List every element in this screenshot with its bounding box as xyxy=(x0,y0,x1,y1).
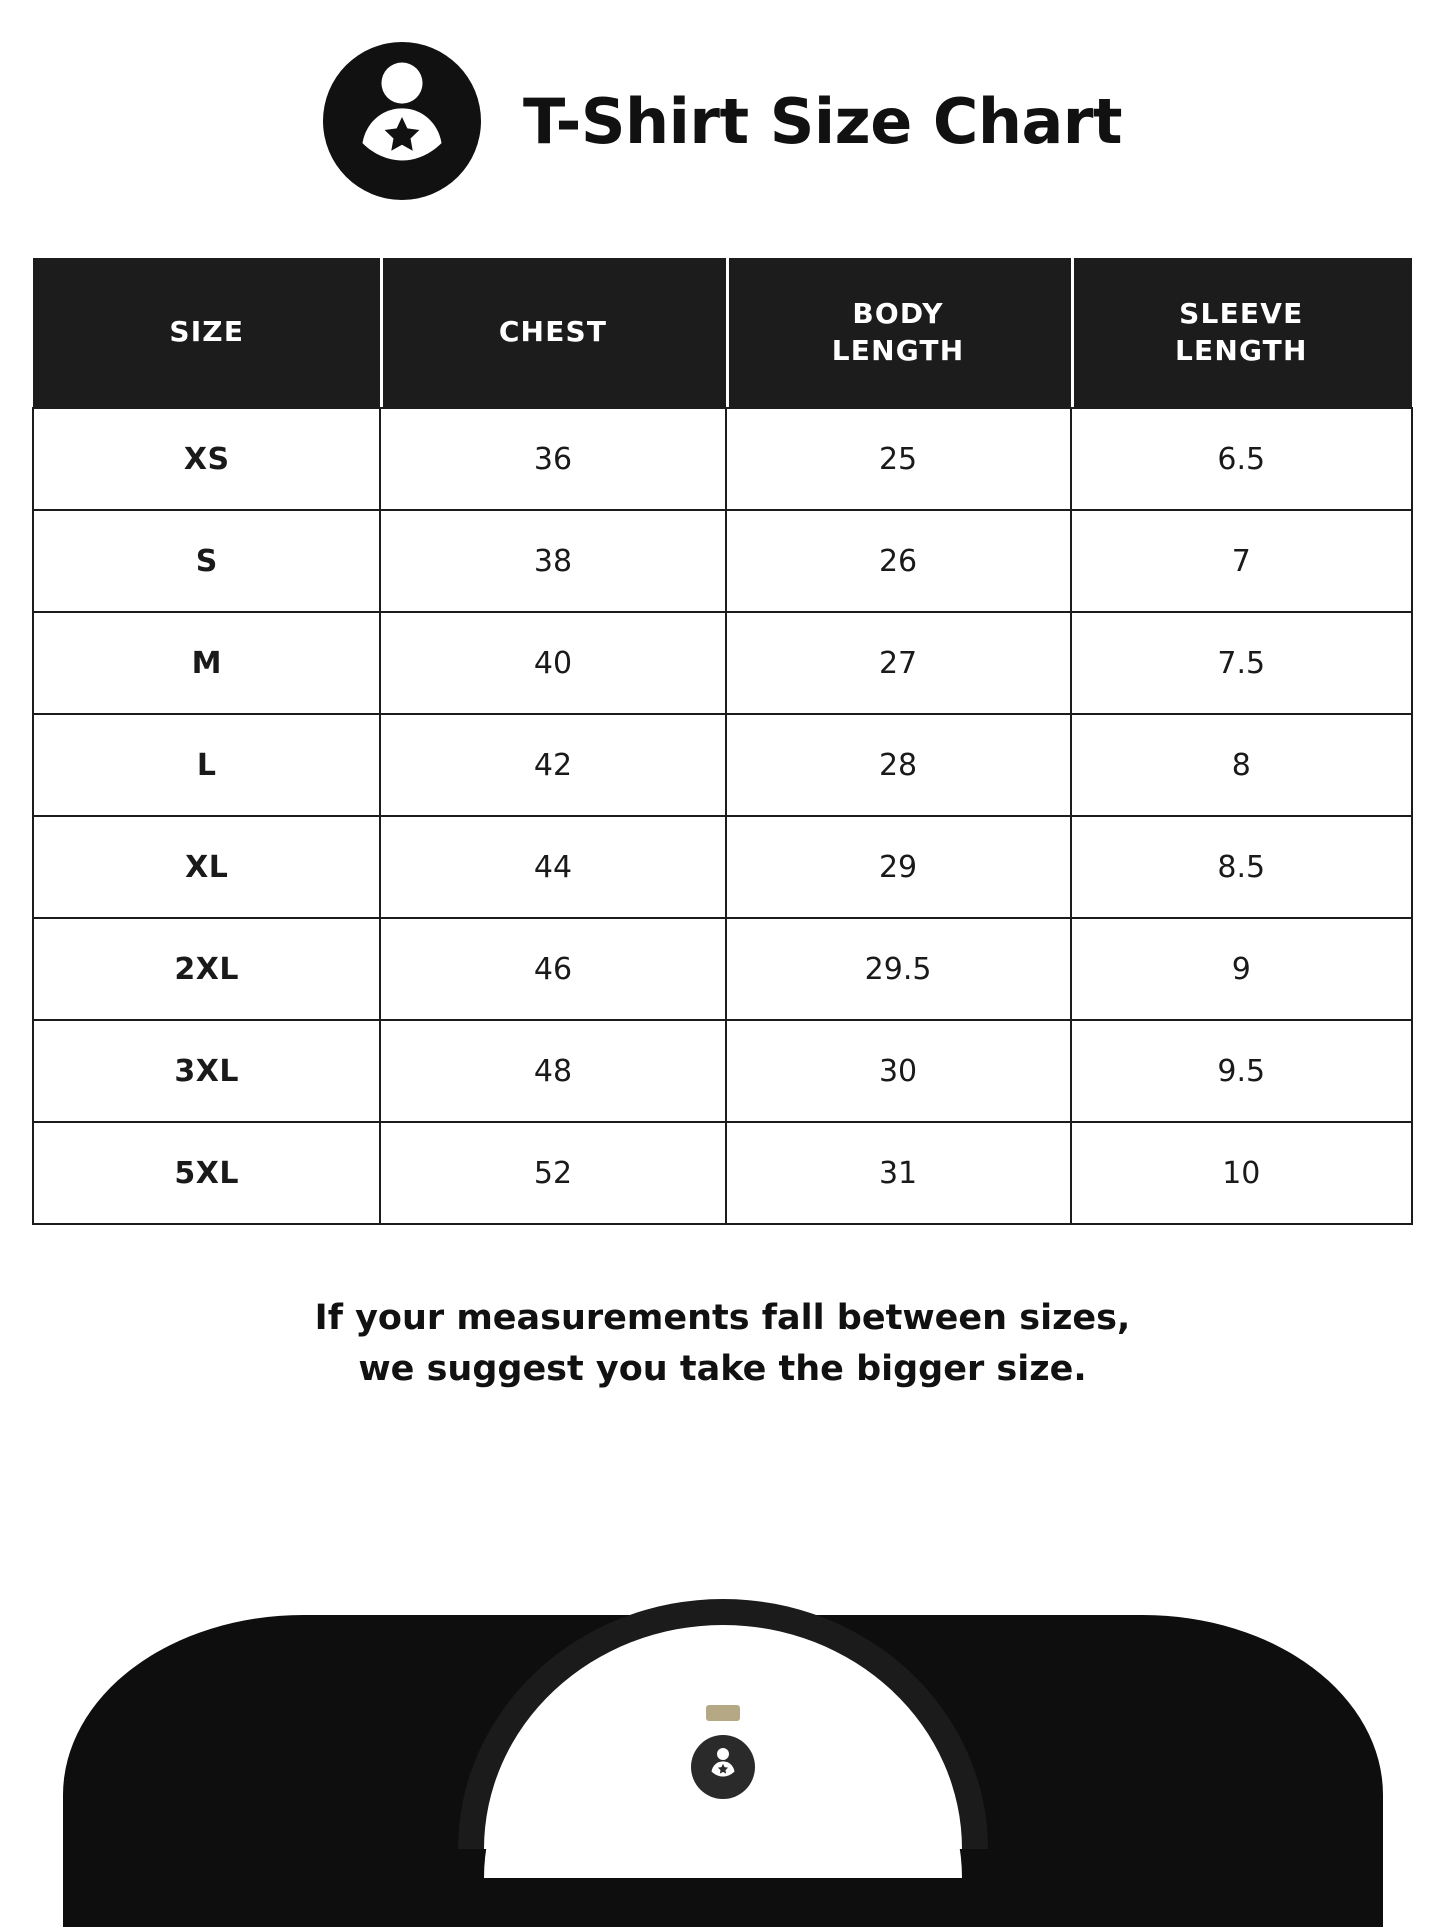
column-header-size-label: SIZE xyxy=(169,315,245,349)
cell-chest: 46 xyxy=(380,918,725,1020)
cell-sleeve-length: 7.5 xyxy=(1071,612,1412,714)
cell-chest: 40 xyxy=(380,612,725,714)
sizing-note xyxy=(153,1293,1293,1395)
cell-sleeve-length: 8.5 xyxy=(1071,816,1412,918)
brand-badge xyxy=(691,1735,755,1799)
cell-chest: 44 xyxy=(380,816,725,918)
table-row xyxy=(33,612,1412,714)
cell-sleeve-length: 9 xyxy=(1071,918,1412,1020)
cell-size: S xyxy=(33,510,380,612)
cell-chest: 48 xyxy=(380,1020,725,1122)
cell-size: XS xyxy=(33,408,380,510)
column-header-body-length xyxy=(726,258,1071,408)
cell-body-length: 27 xyxy=(726,612,1071,714)
size-chart-table-wrapper xyxy=(32,258,1413,1225)
cell-size: 3XL xyxy=(33,1020,380,1122)
cell-chest: 38 xyxy=(380,510,725,612)
size-chart-table xyxy=(32,258,1413,1225)
table-row xyxy=(33,816,1412,918)
cell-sleeve-length: 8 xyxy=(1071,714,1412,816)
column-header-size xyxy=(33,258,380,408)
column-header-chest-label: CHEST xyxy=(498,315,608,349)
column-header-sleeve-length-line2: LENGTH xyxy=(1174,333,1308,367)
page-title: T-Shirt Size Chart xyxy=(522,84,1123,158)
cell-body-length: 29 xyxy=(726,816,1071,918)
cell-sleeve-length: 6.5 xyxy=(1071,408,1412,510)
sizing-note-line-2: we suggest you take the bigger size. xyxy=(358,1348,1087,1389)
cell-size: L xyxy=(33,714,380,816)
woven-neck-tag xyxy=(706,1705,740,1721)
table-row xyxy=(33,918,1412,1020)
t-shirt-photo xyxy=(0,1587,1445,1927)
page-header xyxy=(0,0,1445,210)
cell-body-length: 29.5 xyxy=(726,918,1071,1020)
column-header-body-length-line1: BODY xyxy=(852,296,944,330)
table-row xyxy=(33,510,1412,612)
cell-body-length: 26 xyxy=(726,510,1071,612)
column-header-body-length-line2: LENGTH xyxy=(831,333,965,367)
cell-size: 5XL xyxy=(33,1122,380,1224)
sizing-note-line-1: If your measurements fall between sizes, xyxy=(314,1298,1131,1338)
column-header-sleeve-length xyxy=(1071,258,1412,408)
brand-figure-icon xyxy=(323,42,481,200)
cell-size: XL xyxy=(33,816,380,918)
table-header-row xyxy=(33,258,1412,408)
table-row xyxy=(33,408,1412,510)
cell-chest: 36 xyxy=(380,408,725,510)
table-row xyxy=(33,1020,1412,1122)
cell-chest: 52 xyxy=(380,1122,725,1224)
cell-sleeve-length: 7 xyxy=(1071,510,1412,612)
cell-sleeve-length: 9.5 xyxy=(1071,1020,1412,1122)
cell-body-length: 31 xyxy=(726,1122,1071,1224)
brand-figure-icon xyxy=(700,1742,746,1792)
cell-size: 2XL xyxy=(33,918,380,1020)
cell-chest: 42 xyxy=(380,714,725,816)
cell-sleeve-length: 10 xyxy=(1071,1122,1412,1224)
cell-body-length: 30 xyxy=(726,1020,1071,1122)
table-row xyxy=(33,1122,1412,1224)
column-header-chest xyxy=(380,258,725,408)
column-header-sleeve-length-line1: SLEEVE xyxy=(1179,296,1304,330)
table-row xyxy=(33,714,1412,816)
cell-body-length: 25 xyxy=(726,408,1071,510)
cell-size: M xyxy=(33,612,380,714)
cell-body-length: 28 xyxy=(726,714,1071,816)
